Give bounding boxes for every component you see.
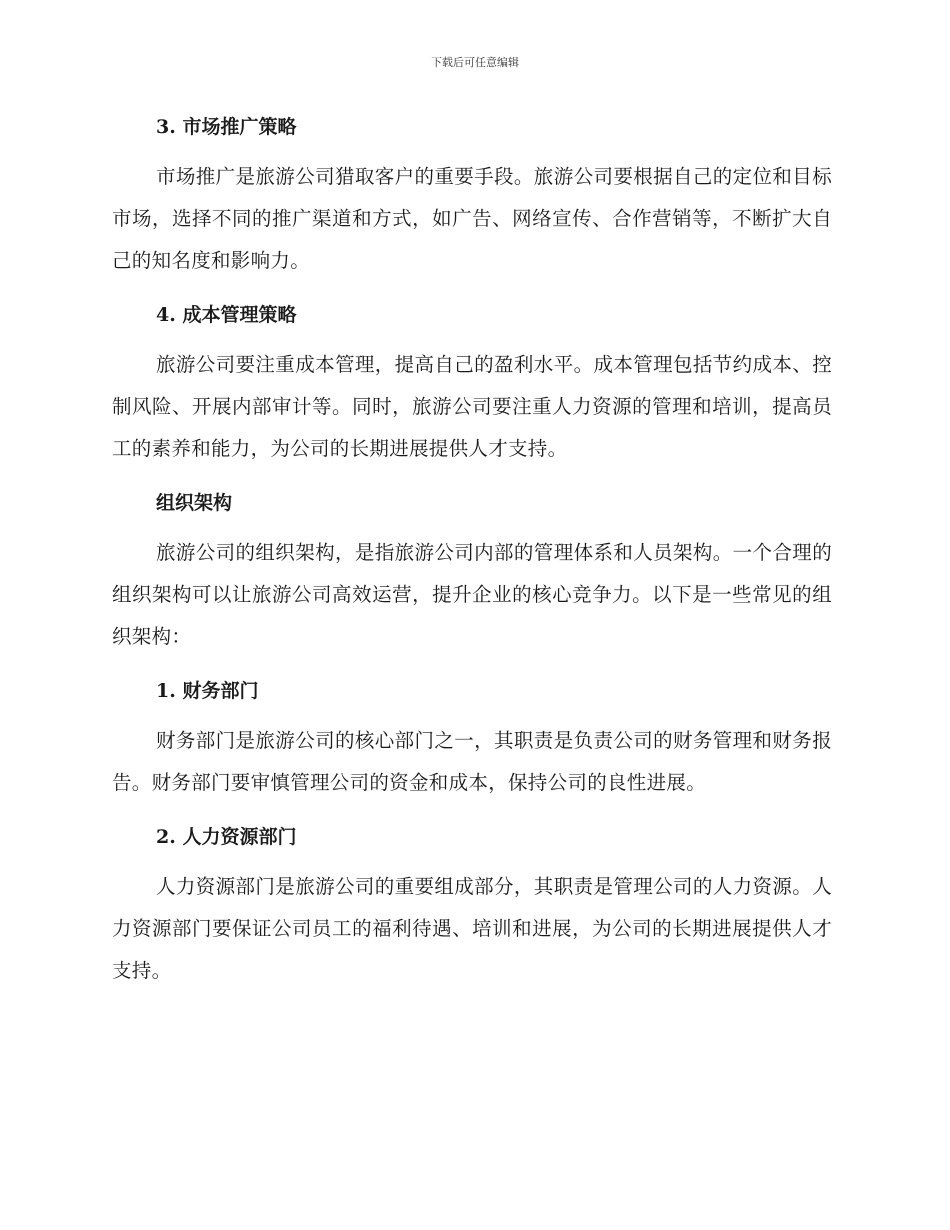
document-body bbox=[112, 108, 832, 1006]
section-heading-marketing-strategy: 3. 市场推广策略 bbox=[156, 116, 297, 138]
section-heading-finance-dept: 1. 财务部门 bbox=[156, 680, 259, 702]
section-paragraph-cost-management: 旅游公司要注重成本管理，提高自己的盈利水平。成本管理包括节约成本、控制风险、开展内部审计等。同时，旅游公司要注重人力资源的管理和培训，提高员工的素养和能力，为公司的长期进展提供人才支持。 bbox=[112, 353, 832, 460]
page-header: 下载后可任意编辑 bbox=[431, 56, 519, 69]
section-heading-cost-management: 4. 成本管理策略 bbox=[156, 304, 297, 326]
section-paragraph-marketing-strategy: 市场推广是旅游公司猎取客户的重要手段。旅游公司要根据自己的定位和目标市场，选择不同的推广渠道和方式，如广告、网络宣传、合作营销等，不断扩大自己的知名度和影响力。 bbox=[112, 165, 832, 272]
section-heading-hr-dept: 2. 人力资源部门 bbox=[156, 826, 297, 848]
section-heading-org-structure: 组织架构 bbox=[156, 492, 233, 514]
section-paragraph-finance-dept: 财务部门是旅游公司的核心部门之一，其职责是负责公司的财务管理和财务报告。财务部门要审慎管理公司的资金和成本，保持公司的良性进展。 bbox=[112, 729, 832, 794]
section-paragraph-hr-dept: 人力资源部门是旅游公司的重要组成部分，其职责是管理公司的人力资源。人力资源部门要保证公司员工的福利待遇、培训和进展，为公司的长期进展提供人才支持。 bbox=[112, 875, 832, 982]
section-paragraph-org-structure: 旅游公司的组织架构，是指旅游公司内部的管理体系和人员架构。一个合理的组织架构可以让旅游公司高效运营，提升企业的核心竞争力。以下是一些常见的组织架构： bbox=[112, 541, 832, 648]
